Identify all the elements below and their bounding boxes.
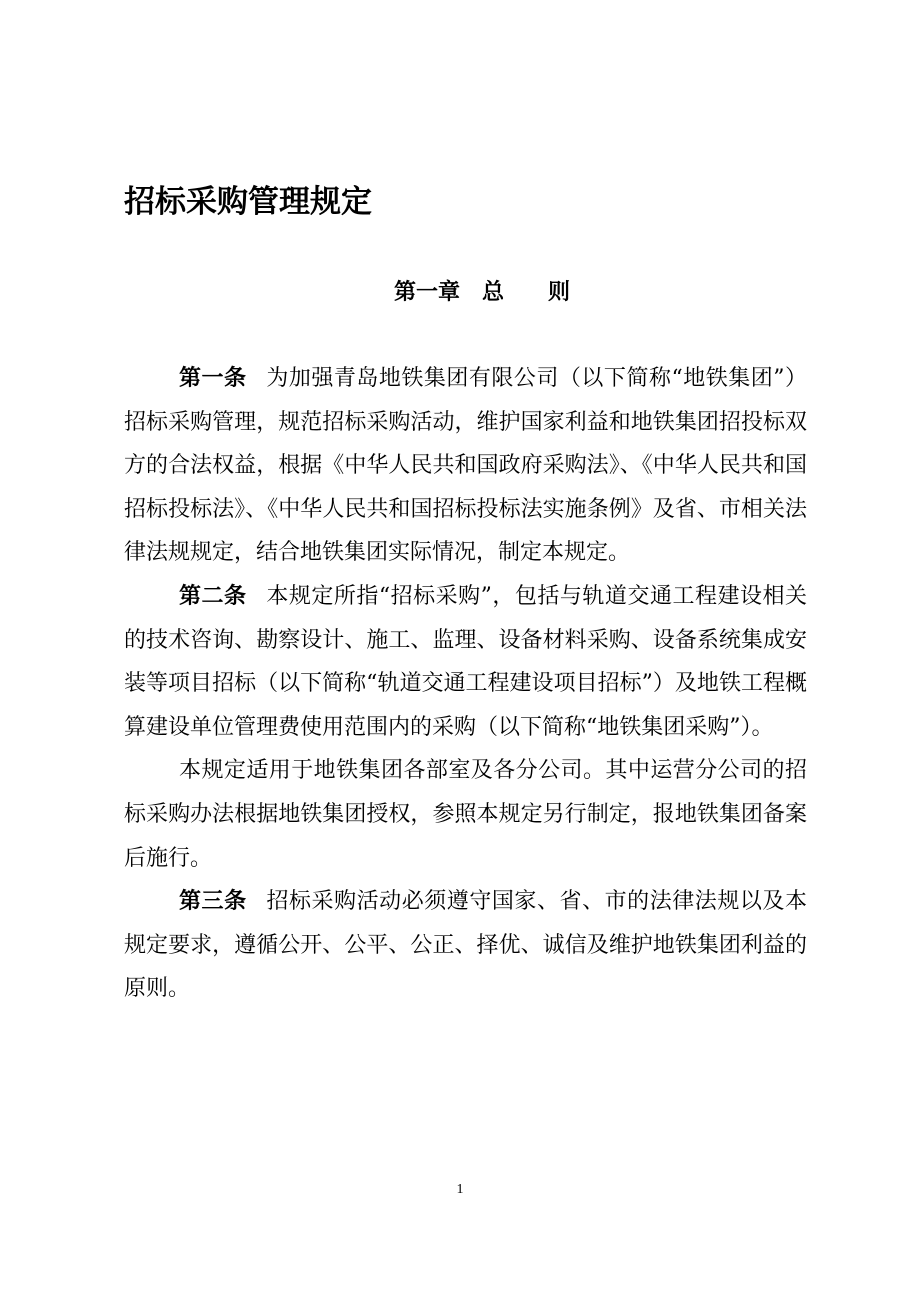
article-text: 本规定适用于地铁集团各部室及各分公司。其中运营分公司的招标采购办法根据地铁集团授权，参照本规定另行制定，报地铁集团备案后施行。 (124, 758, 807, 871)
article-3 (124, 880, 807, 1011)
page-number: 1 (456, 1182, 464, 1197)
article-2 (124, 575, 807, 749)
document-title: 招标采购管理规定 (124, 184, 372, 220)
article-label: 第三条 (179, 889, 247, 915)
article-text: 为加强青岛地铁集团有限公司（以下简称“地铁集团”）招标采购管理，规范招标采购活动，维护国家利益和地铁集团招投标双方的合法权益，根据《中华人民共和国政府采购法》、《中华人民共和国招标投标法》、《中华人民共和国招标投标法实施条例》及省、市相关法律法规规定，结合地铁集团实际情况，制定本规定。 (124, 366, 807, 566)
article-1 (124, 357, 807, 575)
document-body (124, 357, 807, 1011)
chapter-heading: 第一章 总 则 (394, 280, 571, 305)
article-text: 本规定所指“招标采购”，包括与轨道交通工程建设相关的技术咨询、勘察设计、施工、监理、设备材料采购、设备系统集成安装等项目招标（以下简称“轨道交通工程建设项目招标”）及地铁工程概算建设单位管理费使用范围内的采购（以下简称“地铁集团采购”）。 (124, 583, 807, 740)
article-label: 第二条 (179, 583, 247, 609)
article-text: 招标采购活动必须遵守国家、省、市的法律法规以及本规定要求，遵循公开、公平、公正、择优、诚信及维护地铁集团利益的原则。 (124, 889, 807, 1002)
article-label: 第一条 (179, 366, 247, 391)
article-2-scope-paragraph (124, 749, 807, 880)
